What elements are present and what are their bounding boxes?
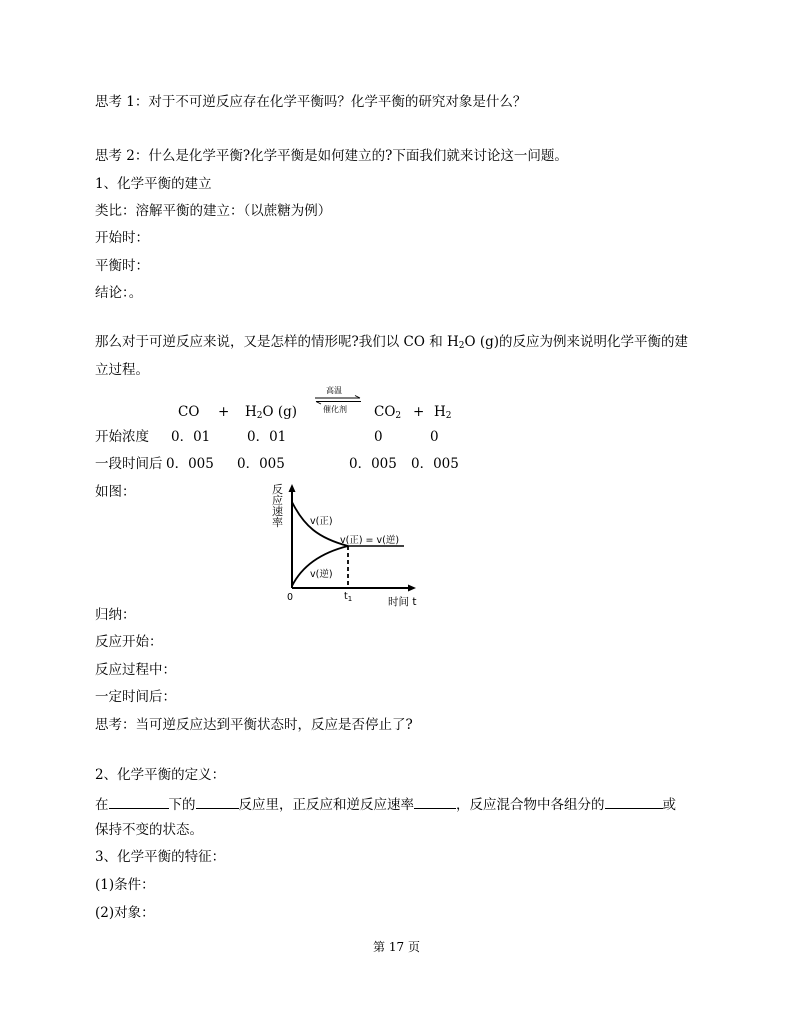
analogy: 类比：溶解平衡的建立：（以蔗糖为例） [95,203,332,219]
feature-condition: (1)条件： [95,877,155,893]
cell: 0．005 [349,456,397,472]
blank-rate[interactable] [414,794,456,809]
def-text: 下的 [168,797,196,813]
def-text: ，反应混合物中各组分的 [456,797,605,813]
reversible-arrow-icon [314,395,362,405]
def-text: 反应里，正反应和逆反应速率 [238,797,414,813]
label-reverse: v(逆) [310,569,333,580]
condition-bottom: 催化剂 [323,405,347,414]
blank-component[interactable] [605,794,663,809]
cell: 0．01 [247,429,287,445]
intro-line1 [95,333,688,355]
section1-title: 1、化学平衡的建立 [95,176,212,192]
summary-process: 反应过程中： [95,662,176,678]
origin-label: 0 [287,592,294,603]
def-text: 在 [95,797,109,813]
think1: 思考 1：对于不可逆反应存在化学平衡吗？化学平衡的研究对象是什么？ [95,94,527,110]
label-equal: v(正) = v(逆) [340,535,400,546]
blank-reaction-type[interactable] [196,794,239,809]
page-number: 第 17 页 [373,940,420,954]
balance-time: 平衡时： [95,258,149,274]
product-h2: $H_2$ [434,404,452,421]
row-label: 一段时间后 [95,456,163,472]
feature-object: (2)对象： [95,905,155,921]
intro-text-a: 那么对于可逆反应来说，又是怎样的情形呢?我们以 CO 和 H [95,334,459,350]
summary-after: 一定时间后： [95,689,176,705]
y-axis-label: 反 应 速 率 [272,483,283,529]
cell: 0．01 [171,429,211,445]
label-forward: v(正) [310,516,333,527]
cell: 0．005 [166,456,214,472]
summary-question: 思考：当可逆反应达到平衡状态时，反应是否停止了? [95,717,413,733]
cell: 0．005 [411,456,459,472]
plus-1: + [218,404,230,420]
cell: 0．005 [237,456,285,472]
product-co2: $CO_2$ [374,404,402,421]
section2-title: 2、化学平衡的定义： [95,767,226,783]
reactant-h2o: $H_2O$ (g) [245,404,298,421]
intro-line2: 立过程。 [95,362,149,378]
start-time: 开始时： [95,230,149,246]
definition-line2: 保持不变的状态。 [95,822,203,838]
definition-line1 [95,794,676,814]
intro-text-b: O (g)的反应为例来说明化学平衡的建 [464,334,689,350]
x-axis-label: 时间 t [388,596,417,608]
intro-sub: 2 [458,341,465,351]
def-text: 或 [662,797,676,813]
summary-title: 归纳： [95,607,136,623]
rate-time-graph [268,482,428,612]
figure-label: 如图： [95,484,136,500]
summary-start: 反应开始： [95,634,163,650]
cell: 0 [430,429,439,445]
row-label: 开始浓度 [95,429,149,445]
section3-title: 3、化学平衡的特征： [95,849,226,865]
conclusion: 结论：。 [95,285,143,301]
plus-2: + [413,404,425,420]
cell: 0 [374,429,383,445]
t1-label: $t_1$ [344,591,353,603]
condition-top: 高温 [326,386,342,395]
blank-condition[interactable] [109,794,169,809]
reactant-co: CO [178,404,200,420]
think2: 思考 2：什么是化学平衡?化学平衡是如何建立的?下面我们就来讨论这一问题。 [95,148,568,164]
